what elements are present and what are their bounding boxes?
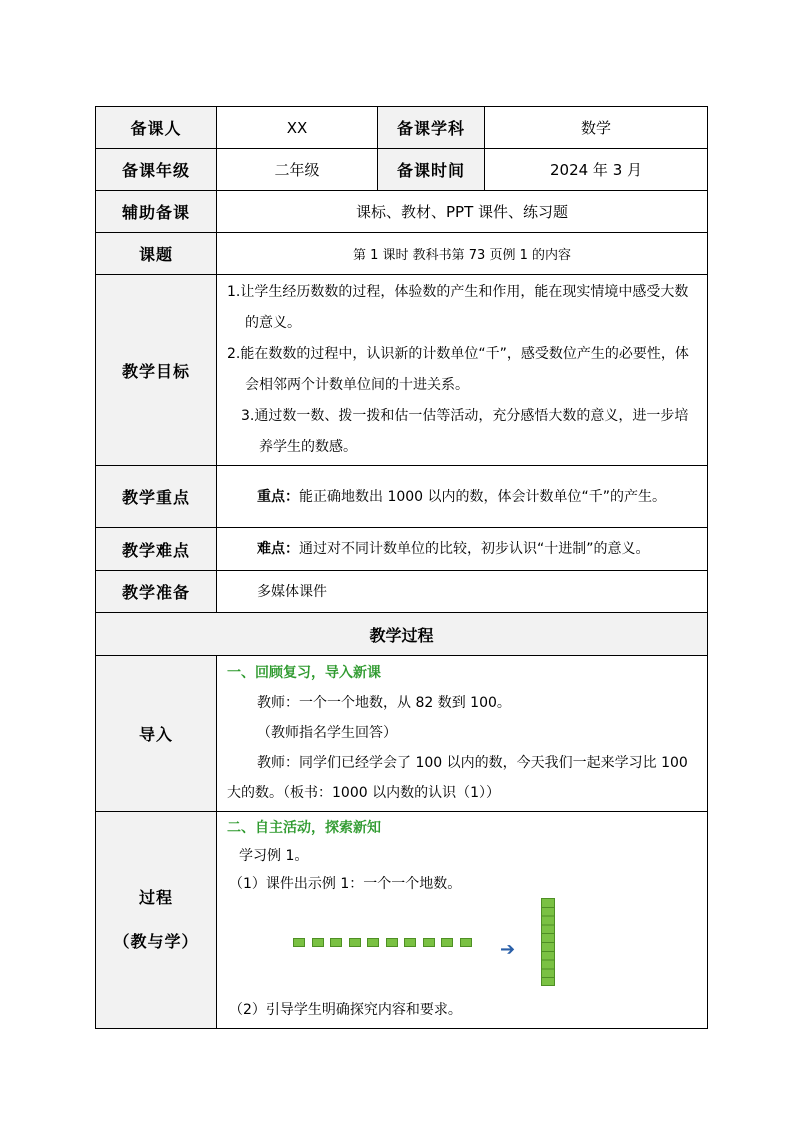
unit-cube (293, 938, 305, 947)
preparer-value: XX (217, 107, 378, 149)
process-heading: 二、自主活动，探索新知 (227, 820, 381, 836)
topic-label: 课题 (96, 233, 217, 275)
preparation-text: 多媒体课件 (257, 583, 327, 600)
topic-value: 第 1 课时 教科书第 73 页例 1 的内容 (217, 233, 708, 275)
difficulty-text: 通过对不同计数单位的比较，初步认识“十进制”的意义。 (299, 541, 650, 557)
aids-row (96, 191, 708, 233)
goals-label: 教学目标 (96, 275, 217, 466)
key-point-label: 教学重点 (96, 466, 217, 528)
preparation-label: 教学准备 (96, 571, 217, 613)
intro-heading: 一、回顾复习，导入新课 (227, 665, 381, 681)
intro-content (217, 656, 708, 812)
unit-cube (404, 938, 416, 947)
right-arrow-icon: ➔ (500, 939, 516, 960)
aids-label: 辅助备课 (96, 191, 217, 233)
header-row-1 (96, 107, 708, 149)
unit-cube (460, 938, 472, 947)
unit-cube (330, 938, 342, 947)
hundred-cube-tower (541, 898, 555, 986)
process-content (217, 812, 708, 1029)
subject-value: 数学 (485, 107, 708, 149)
process-label-line-2: （教与学） (113, 932, 199, 951)
unit-cube (367, 938, 379, 947)
difficulty-row (96, 528, 708, 571)
process-line-3: （2）引导学生明确探究内容和要求。 (229, 1002, 462, 1018)
cube-illustration (227, 898, 699, 1000)
difficulty-label: 教学难点 (96, 528, 217, 571)
process-label-line-1: 过程 (138, 888, 173, 907)
time-label: 备课时间 (378, 149, 485, 191)
key-point-text: 能正确地数出 1000 以内的数，体会计数单位“千”的产生。 (299, 488, 667, 505)
topic-row (96, 233, 708, 275)
process-title: 教学过程 (96, 613, 708, 656)
goal-item-3: 3.通过数一数、拨一拨和估一估等活动，充分感悟大数的意义，进一步培养学生的数感。 (241, 408, 689, 455)
intro-line-3: 教师：同学们已经学会了 100 以内的数，今天我们一起来学习比 100 大的数。（板书：1000 以内数的认识（1）） (227, 755, 688, 801)
difficulty-prefix: 难点： (257, 541, 299, 557)
unit-cube (386, 938, 398, 947)
unit-cube (349, 938, 361, 947)
process-line-2: （1）课件出示例 1：一个一个地数。 (229, 876, 462, 892)
intro-row (96, 656, 708, 812)
key-point-prefix: 重点： (257, 488, 299, 505)
key-point-content (217, 466, 708, 528)
preparation-content (217, 571, 708, 613)
intro-line-2: （教师指名学生回答） (257, 725, 397, 741)
unit-cube (441, 938, 453, 947)
key-point-row (96, 466, 708, 528)
process-row (96, 812, 708, 1029)
preparer-label: 备课人 (96, 107, 217, 149)
intro-line-1: 教师：一个一个地数，从 82 数到 100。 (257, 695, 511, 711)
intro-label: 导入 (96, 656, 217, 812)
goals-content (217, 275, 708, 466)
process-line-1: 学习例 1。 (239, 848, 309, 864)
goal-item-2: 2.能在数数的过程中，认识新的计数单位“千”，感受数位产生的必要性，体会相邻两个计数单位间的十进关系。 (227, 346, 689, 393)
difficulty-content (217, 528, 708, 571)
grade-value: 二年级 (217, 149, 378, 191)
goal-item-1: 1.让学生经历数数的过程，体验数的产生和作用，能在现实情境中感受大数的意义。 (227, 284, 689, 331)
header-row-2 (96, 149, 708, 191)
aids-value: 课标、教材、PPT 课件、练习题 (217, 191, 708, 233)
process-label (96, 812, 217, 1029)
subject-label: 备课学科 (378, 107, 485, 149)
goals-row (96, 275, 708, 466)
unit-cube (423, 938, 435, 947)
unit-cube (312, 938, 324, 947)
grade-label: 备课年级 (96, 149, 217, 191)
preparation-row (96, 571, 708, 613)
process-title-row (96, 613, 708, 656)
lesson-plan-table (95, 106, 708, 1029)
time-value: 2024 年 3 月 (485, 149, 708, 191)
